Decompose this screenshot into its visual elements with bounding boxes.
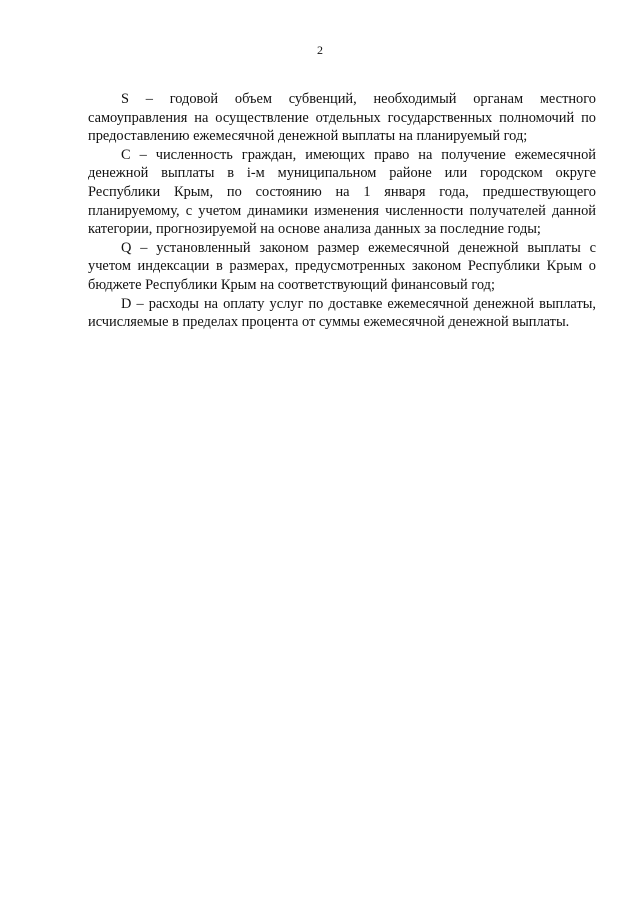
paragraph-q-definition: Q – установленный законом размер ежемесячной денежной выплаты с учетом индексации в размерах, предусмотренных законом Республики Крым о бюджете Республики Крым на соответствующий финансовый год; xyxy=(88,239,596,293)
document-body xyxy=(88,90,596,332)
page-number: 2 xyxy=(317,43,323,57)
paragraph-d-definition: D – расходы на оплату услуг по доставке ежемесячной денежной выплаты, исчисляемые в пределах процента от суммы ежемесячной денежной выплаты. xyxy=(88,295,596,331)
paragraph-c-definition: С – численность граждан, имеющих право на получение ежемесячной денежной выплаты в i-м муниципальном районе или городском округе Республики Крым, по состоянию на 1 января года, предшествующего планируемому, с учетом динамики изменения численности получателей данной категории, прогнозируемой на основе анализа данных за последние годы; xyxy=(88,146,596,238)
paragraph-s-definition: S – годовой объем субвенций, необходимый органам местного самоуправления на осуществление отдельных государственных полномочий по предоставлению ежемесячной денежной выплаты на планируемый год; xyxy=(88,91,596,145)
